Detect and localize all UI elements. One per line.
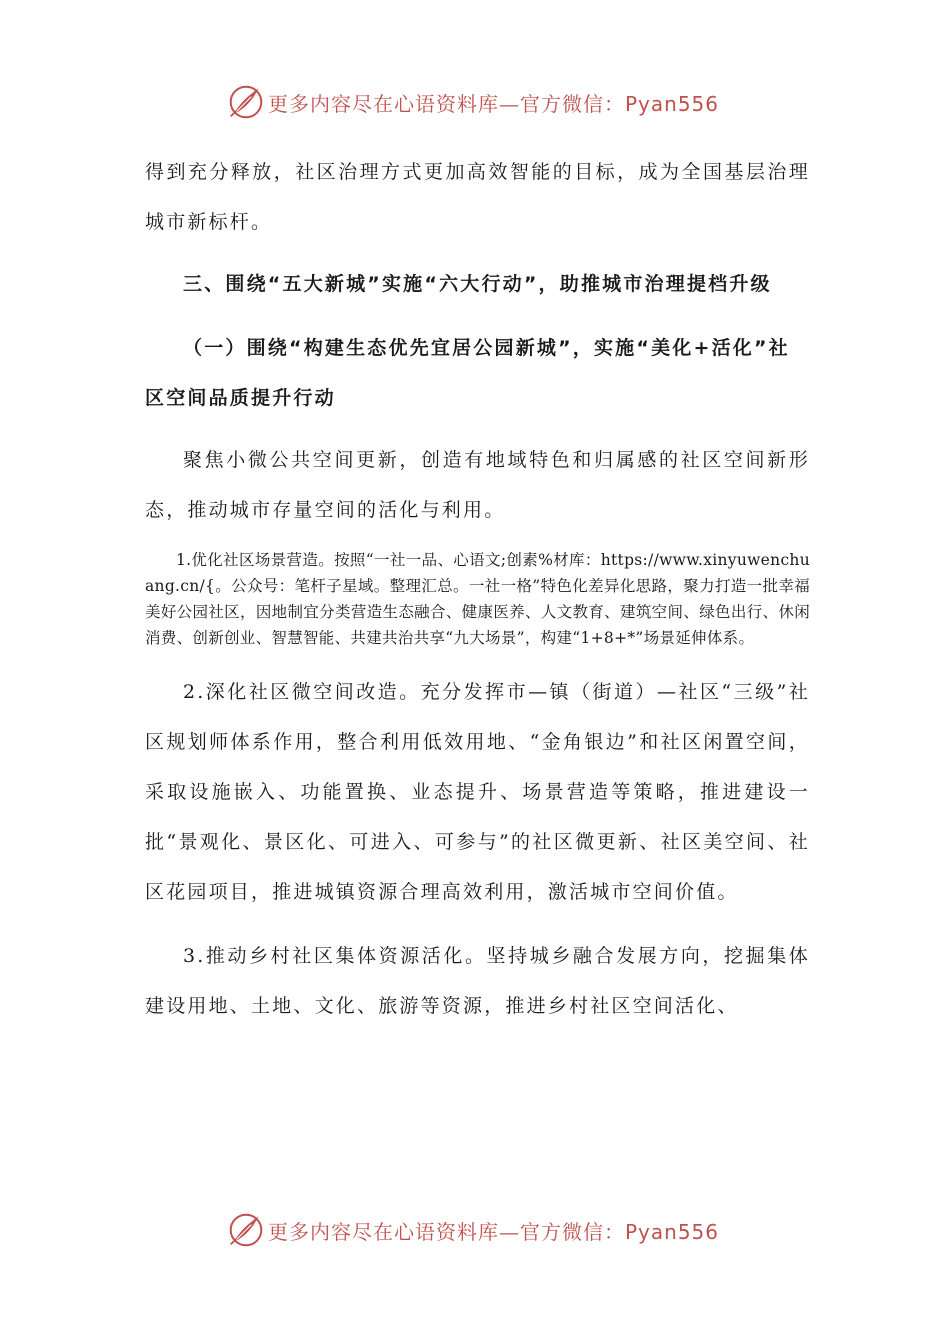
footer-banner <box>228 1210 719 1250</box>
quill-pen-icon <box>228 84 264 120</box>
banner-text: 更多内容尽在心语资料库—官方微信： <box>268 1219 625 1244</box>
paragraph-focus: 聚焦小微公共空间更新，创造有地域特色和归属感的社区空间新形态，推动城市存量空间的活化与利用。 <box>145 449 810 521</box>
list-item-2: 2.深化社区微空间改造。充分发挥市—镇（街道）—社区“三级”社区规划师体系作用，整合利用低效用地、“金角银边”和社区闲置空间，采取设施嵌入、功能置换、业态提升、场景营造等策略，推进建设一批“景观化、景区化、可进入、可参与”的社区微更新、社区美空间、社区花园项目，推进城镇资源合理高效利用，激活城市空间价值。 <box>145 681 810 903</box>
paragraph-intro: 得到充分释放，社区治理方式更加高效智能的目标，成为全国基层治理城市新标杆。 <box>145 161 810 233</box>
subsection-heading: （一）围绕“构建生态优先宜居公园新城”，实施“美化+活化”社区空间品质提升行动 <box>145 337 790 409</box>
header-banner <box>228 82 719 122</box>
list-item-3: 3.推动乡村社区集体资源活化。坚持城乡融合发展方向，挖掘集体建设用地、土地、文化、旅游等资源，推进乡村社区空间活化、 <box>145 945 810 1017</box>
document-body <box>145 147 810 1031</box>
banner-text: 更多内容尽在心语资料库—官方微信： <box>268 91 625 116</box>
list-item-1: 1.优化社区场景营造。按照“一社一品、心语文;创素%材库：https://www.xinyuwenchuang.cn/{。公众号：笔杆子星域。整理汇总。一社一格”特色化差异化思路，聚力打造一批幸福美好公园社区，因地制宜分类营造生态融合、健康医养、人文教育、建筑空间、绿色出行、休闲消费、创新创业、智慧智能、共建共治共享“九大场景”，构建“1+8+*”场景延伸体系。 <box>145 551 810 647</box>
banner-wechat-id: Pyan556 <box>625 91 720 116</box>
banner-wechat-id: Pyan556 <box>625 1219 720 1244</box>
section-heading: 三、围绕“五大新城”实施“六大行动”，助推城市治理提档升级 <box>183 273 772 295</box>
quill-pen-icon <box>228 1212 264 1248</box>
